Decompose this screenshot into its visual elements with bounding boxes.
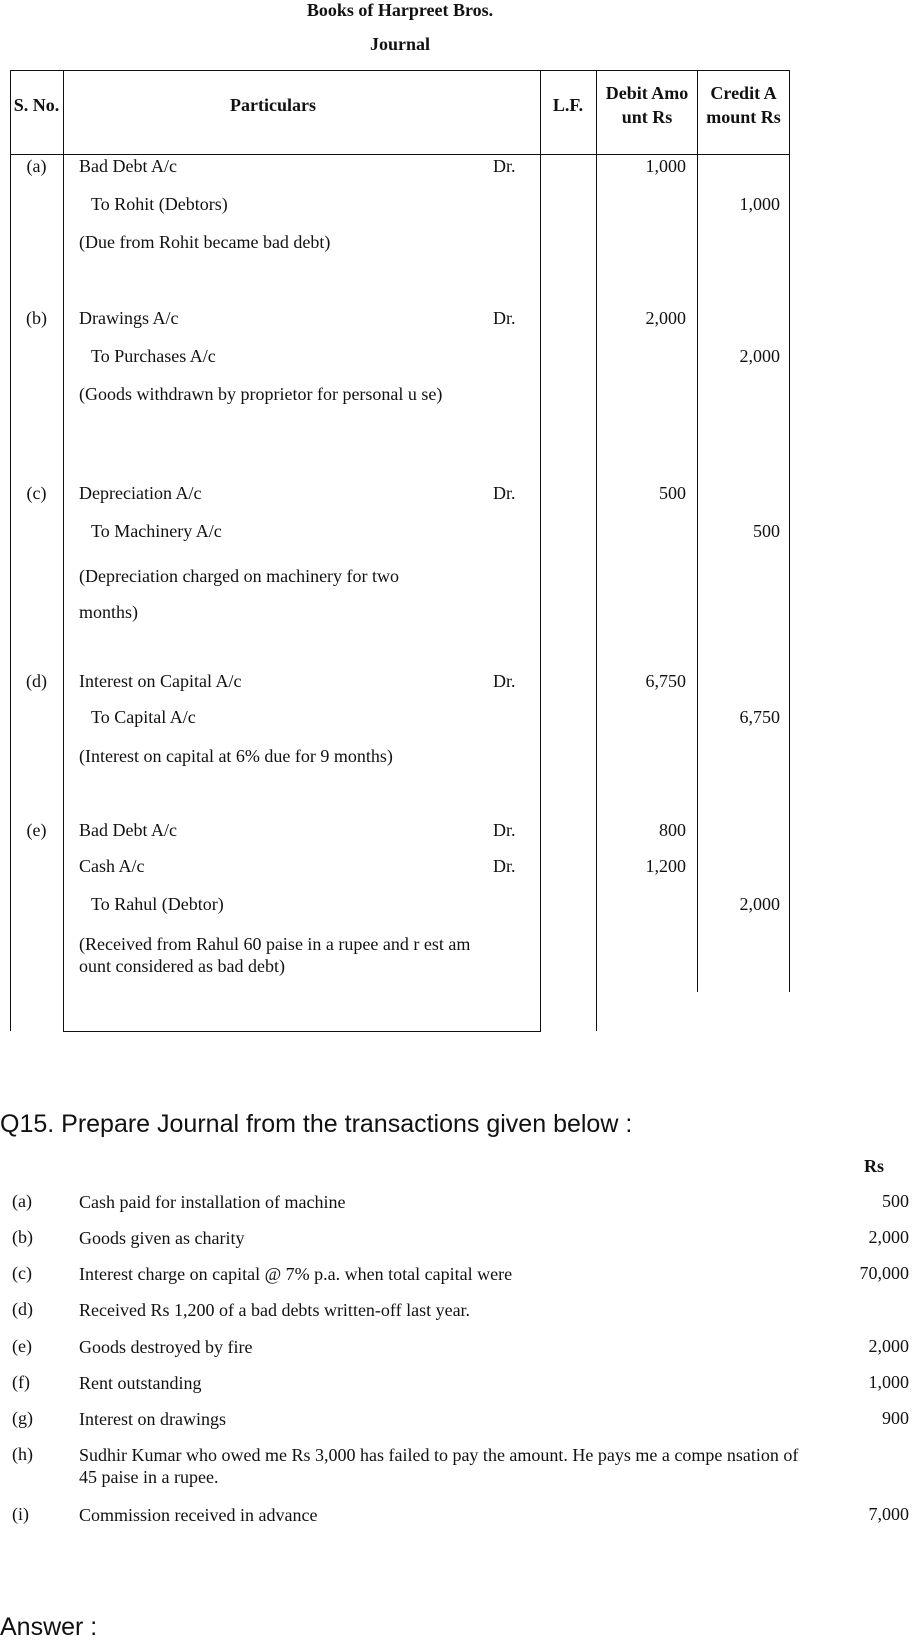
entry-credit-account: To Rohit (Debtors) (91, 194, 228, 214)
entry-credit-account: To Machinery A/c (91, 521, 222, 541)
credit-amount: 500 (753, 521, 780, 541)
list-item: (d) Received Rs 1,200 of a bad debts written-off last year. (12, 1299, 471, 1320)
dr-marker: Dr. (493, 671, 516, 691)
entry-narration: (Goods withdrawn by proprietor for personal u se) (79, 384, 443, 404)
entry-narration: (Depreciation charged on machinery for two months) (79, 566, 400, 622)
currency-header: Rs (864, 1156, 885, 1176)
entry-debit-account: Bad Debt A/c (79, 820, 177, 840)
credit-amount: 6,750 (739, 707, 780, 727)
col-header-particulars: Particulars (230, 95, 316, 115)
dr-marker: Dr. (493, 856, 516, 876)
entry-sno: (c) (26, 483, 47, 503)
debit-amount: 6,750 (645, 671, 686, 691)
entry-debit-account: Interest on Capital A/c (79, 671, 242, 691)
entry-debit-account: Cash A/c (79, 856, 145, 876)
entry-sno: (e) (26, 820, 47, 840)
credit-amount: 2,000 (739, 346, 780, 366)
col-header-credit: Credit A mount Rs (706, 83, 781, 127)
list-item: (i) Commission received in advance 7,000 (12, 1504, 909, 1525)
dr-marker: Dr. (493, 483, 516, 503)
credit-amount: 2,000 (739, 894, 780, 914)
answer-label: Answer : (0, 1613, 98, 1641)
debit-amount: 1,200 (645, 856, 686, 876)
debit-amount: 1,000 (645, 156, 686, 176)
list-item: (b) Goods given as charity 2,000 (12, 1227, 909, 1248)
entry-sno: (a) (26, 156, 47, 176)
credit-amount: 1,000 (739, 194, 780, 214)
list-item: (e) Goods destroyed by fire 2,000 (12, 1336, 909, 1357)
debit-amount: 2,000 (645, 308, 686, 328)
entry-narration: (Interest on capital at 6% due for 9 months) (79, 746, 393, 766)
entry-debit-account: Depreciation A/c (79, 483, 202, 503)
dr-marker: Dr. (493, 820, 516, 840)
entry-credit-account: To Rahul (Debtor) (91, 894, 224, 914)
debit-amount: 800 (659, 820, 686, 840)
entry-credit-account: To Purchases A/c (91, 346, 216, 366)
entry-sno: (b) (26, 308, 47, 328)
journal-title: Journal (369, 34, 430, 54)
list-item: (a) Cash paid for installation of machine 500 (12, 1191, 909, 1212)
col-header-debit: Debit Amo unt Rs (605, 83, 689, 127)
list-item: (g) Interest on drawings 900 (12, 1408, 909, 1429)
entry-sno: (d) (26, 671, 47, 691)
dr-marker: Dr. (493, 308, 516, 328)
col-header-lf: L.F. (552, 95, 584, 115)
list-item: (c) Interest charge on capital @ 7% p.a. when total capital were 70,000 (12, 1263, 909, 1284)
book-title: Books of Harpreet Bros. (306, 0, 494, 20)
question-title: Q15. Prepare Journal from the transactions given below : (0, 1110, 633, 1138)
entry-credit-account: To Capital A/c (91, 707, 196, 727)
list-item: (h) Sudhir Kumar who owed me Rs 3,000 has failed to pay the amount. He pays me a compe nsation of 45 paise in a rupee. (12, 1444, 799, 1487)
dr-marker: Dr. (493, 156, 516, 176)
entry-narration: (Received from Rahul 60 paise in a rupee and r est amount considered as bad debt) (79, 934, 471, 976)
debit-amount: 500 (659, 483, 686, 503)
entry-debit-account: Drawings A/c (79, 308, 179, 328)
col-header-sno: S. No. (13, 95, 60, 115)
list-item: (f) Rent outstanding 1,000 (12, 1372, 909, 1393)
entry-narration: (Due from Rohit became bad debt) (79, 232, 331, 252)
entry-debit-account: Bad Debt A/c (79, 156, 177, 176)
